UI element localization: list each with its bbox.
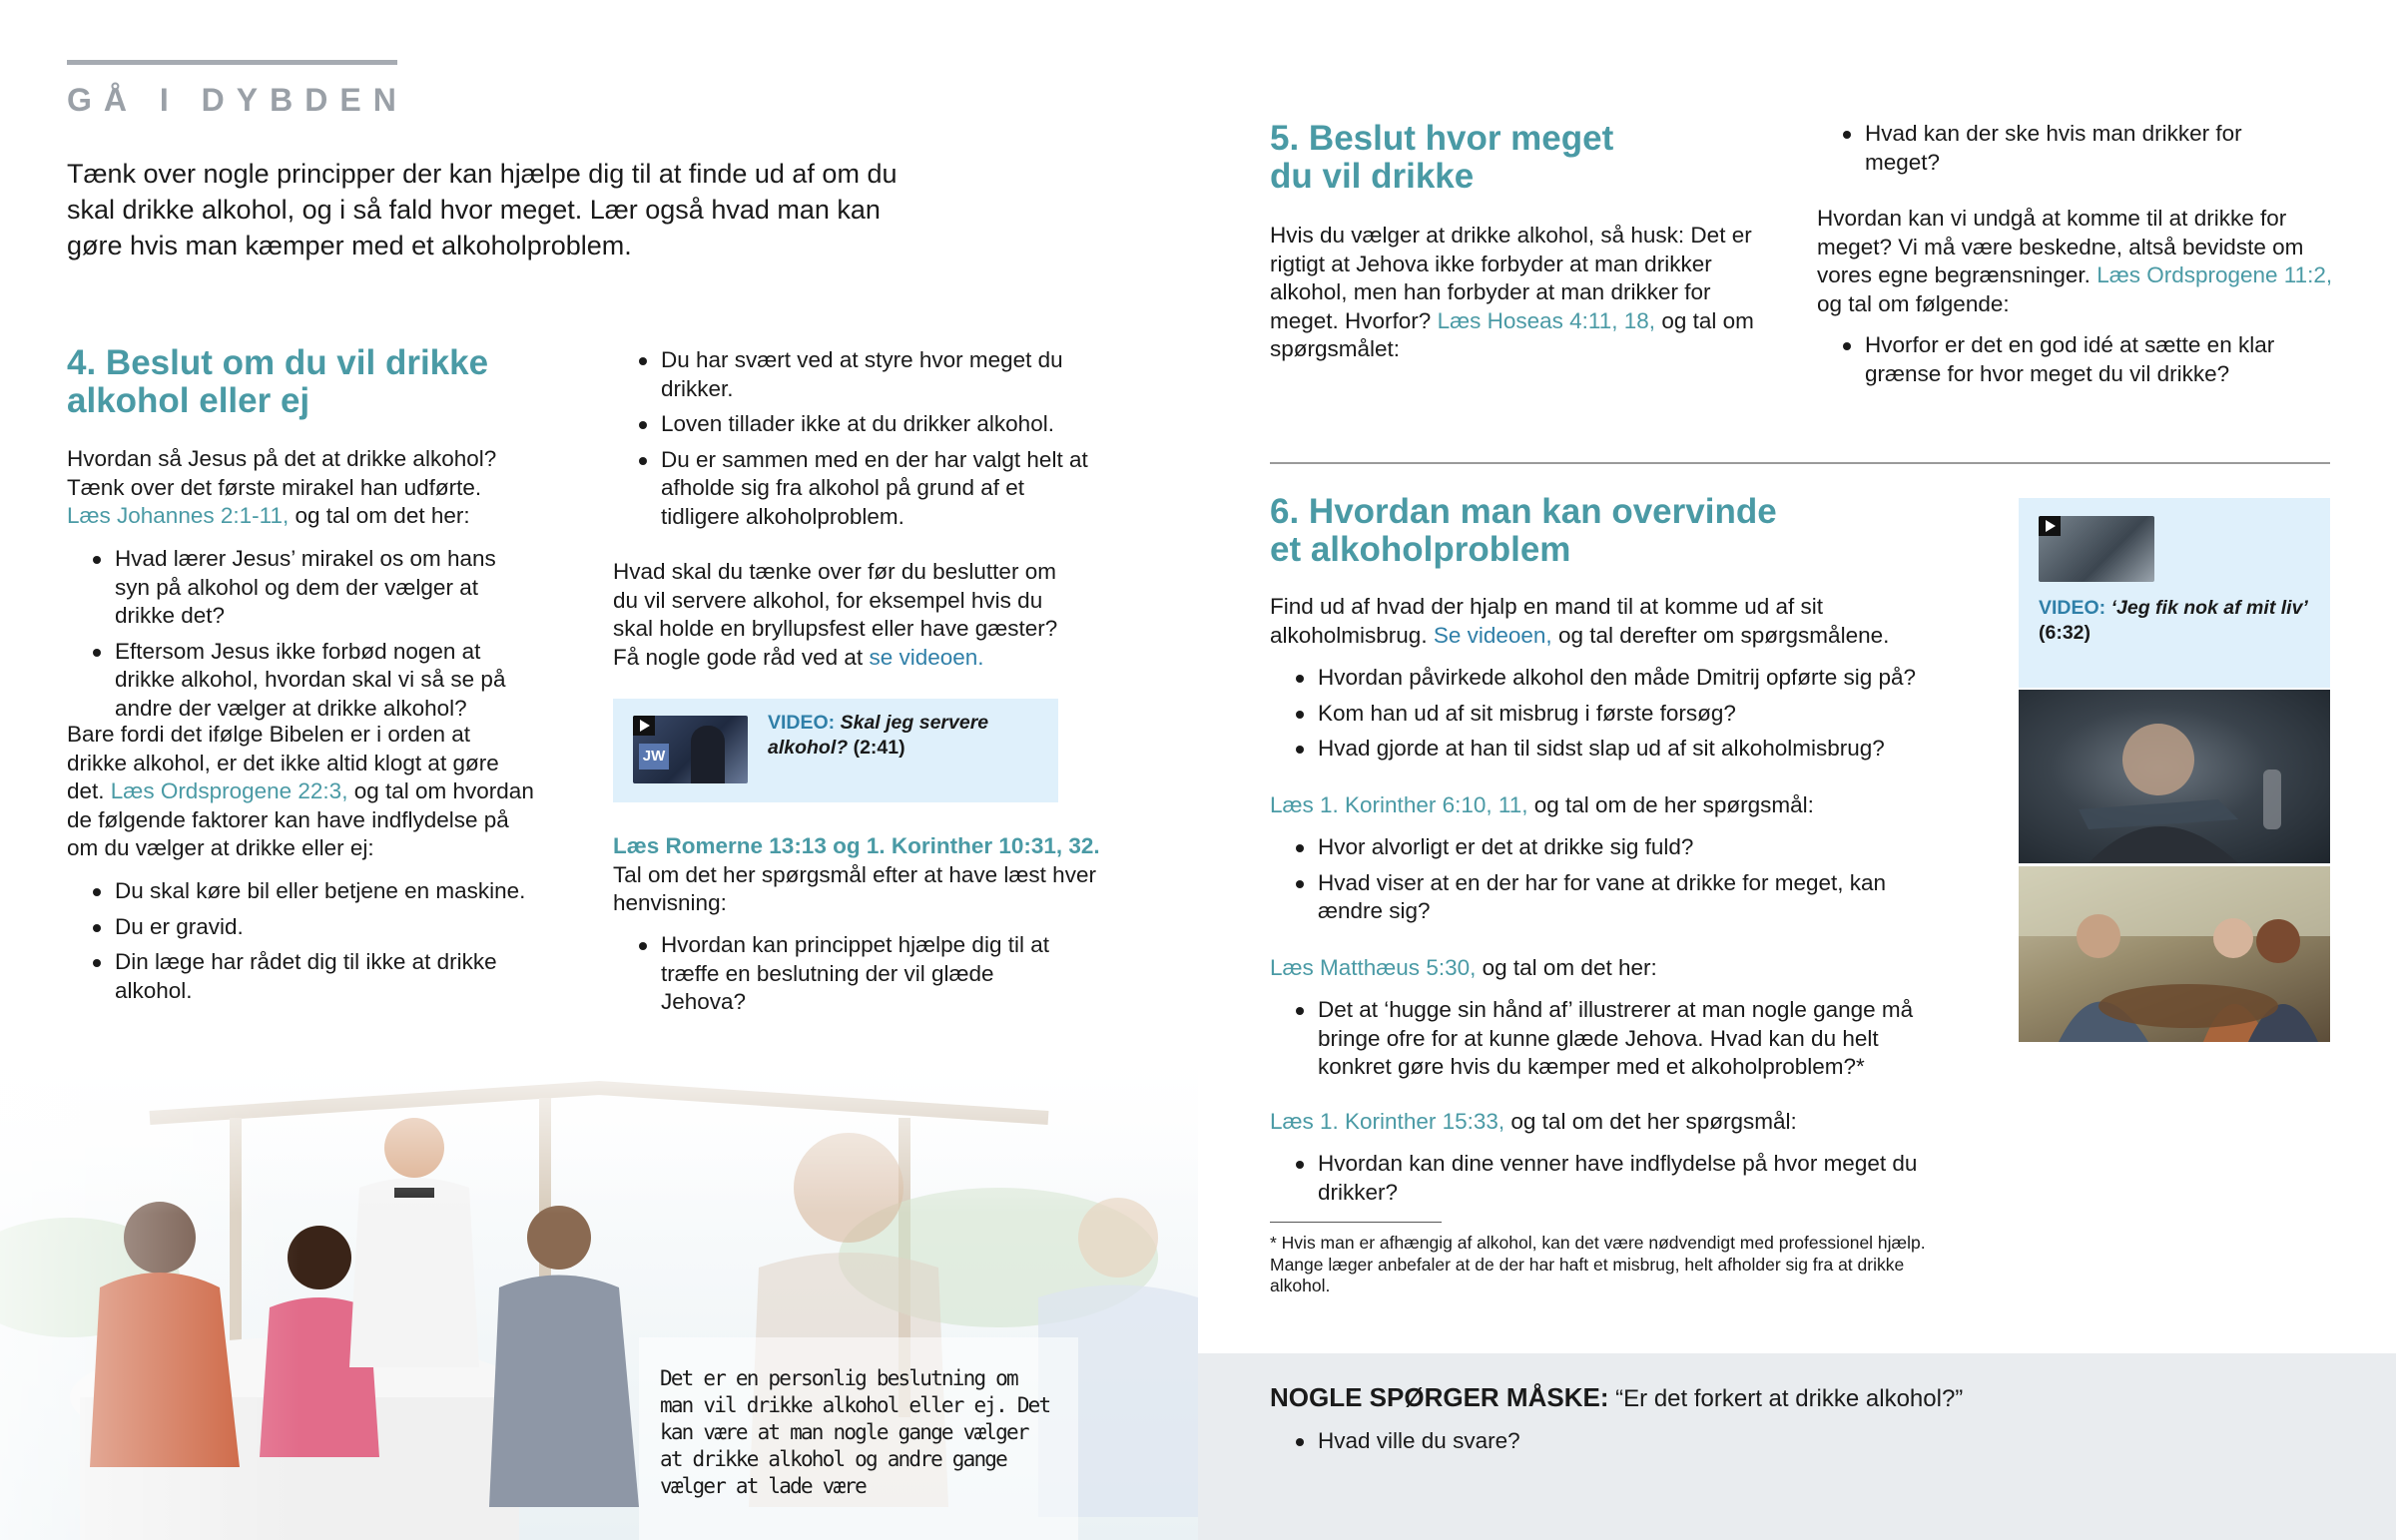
list-item: Du er sammen med en der har valgt helt at afholde sig fra alkohol på grund af et tidligere alkoholproblem. [613, 446, 1092, 532]
scripture-ref[interactable]: Læs Ordsprogene 11:2, [2096, 262, 2333, 287]
video-box-serve-alcohol[interactable] [613, 699, 1058, 802]
video-caption: VIDEO: ‘Jeg fik nok af mit liv’ (6:32) [2039, 597, 2308, 644]
section-5-title [1270, 120, 1689, 196]
list-item: Du har svært ved at styre hvor meget du drikker. [613, 346, 1092, 403]
list-item: Loven tillader ikke at du drikker alkohol. [613, 410, 1092, 439]
presenter-figure [691, 726, 725, 783]
section-6-list-2 [1270, 833, 1889, 933]
photo-man-alone [2019, 690, 2330, 863]
list-item: Hvad kan der ske hvis man drikker for meget? [1817, 120, 2276, 177]
section-4-para-3: Hvad skal du tænke over før du beslutter om du vil servere alkohol, for eksempel hvis du skal holde en bryllupsfest eller have gæster? Få nogle gode råd ved at se videoen. [613, 559, 1058, 670]
section-4-list-2 [67, 877, 546, 1012]
section-4-para-1: Hvordan så Jesus på det at drikke alkohol? Tænk over det første mirakel han udførte. Læs Johannes 2:1-11, og tal om det her: [67, 446, 497, 528]
section-4-list-3 [613, 346, 1092, 538]
photo-man-alone-art [2019, 690, 2330, 863]
section-6-title-line2: et alkoholproblem [1270, 530, 1571, 569]
section-6-title [1270, 493, 1829, 569]
list-item: Hvad viser at en der har for vane at drikke for meget, kan ændre sig? [1270, 869, 1889, 926]
section-4-title-line1: 4. Beslut om du vil drikke [67, 343, 489, 382]
section-5-title-line2: du vil drikke [1270, 157, 1475, 196]
section-5-title-line1: 5. Beslut hvor meget [1270, 119, 1614, 158]
section-6-list-1 [1270, 664, 1969, 770]
play-icon [2039, 516, 2061, 536]
kicker: GÅ I DYBDEN [67, 82, 408, 118]
scripture-ref[interactable]: Læs 1. Korinther 15:33, [1270, 1109, 1505, 1134]
video-box-enough[interactable] [2019, 498, 2330, 688]
footnote: * Hvis man er afhængig af alkohol, kan det være nødvendigt med professionel hjælp. Mange læger anbefaler at de der har haft et misbrug, helt afholder sig fra at drikke alkohol. [1270, 1233, 1926, 1295]
section-6-para-1: Find ud af hvad der hjalp en mand til at komme ud af sit alkoholmisbrug. Se videoen, og tal derefter om spørgsmålene. [1270, 594, 1890, 648]
list-item: Hvordan kan dine venner have indflydelse på hvor meget du drikker? [1270, 1150, 1929, 1207]
video-thumbnail[interactable] [2039, 516, 2154, 582]
video-thumbnail[interactable] [633, 716, 748, 783]
section-6-list-3 [1270, 996, 1929, 1089]
illustration-caption: Det er en personlig beslutning om man vil drikke alkohol eller ej. Det kan være at man nogle gange vælger at drikke alkohol og andre gange vælger at lade være [660, 1366, 1050, 1498]
list-item: Hvad ville du svare? [1270, 1427, 1869, 1456]
play-icon [633, 716, 655, 736]
section-6-title-line1: 6. Hvordan man kan overvinde [1270, 492, 1777, 531]
scripture-ref[interactable]: Læs Matthæus 5:30, [1270, 955, 1477, 980]
kicker-rule [67, 60, 397, 65]
section-4-list-1 [67, 545, 536, 730]
list-item: Hvor alvorligt er det at drikke sig fuld? [1270, 833, 1889, 862]
video-link[interactable]: Se videoen, [1433, 622, 1552, 648]
footer-quote: “Er det forkert at drikke alkohol?” [1615, 1385, 1964, 1412]
section-4-list-4 [613, 931, 1072, 1024]
list-item: Hvad gjorde at han til sidst slap ud af sit alkoholmisbrug? [1270, 735, 1969, 764]
section-divider [1270, 462, 2330, 464]
section-4-title [67, 344, 566, 420]
section-6-list-4 [1270, 1150, 1929, 1214]
list-item: Hvordan kan princippet hjælpe dig til at træffe en beslutning der vil glæde Jehova? [613, 931, 1072, 1017]
jw-logo-icon: JW [639, 744, 669, 770]
video-link[interactable]: se videoen. [869, 644, 984, 670]
section-6-ref-2: Læs 1. Korinther 6:10, 11, og tal om de her spørgsmål: [1270, 792, 1814, 817]
scripture-ref[interactable]: Læs Johannes 2:1-11, [67, 503, 290, 528]
scripture-ref[interactable]: Læs Hoseas 4:11, 18, [1437, 307, 1656, 333]
footer-lead: NOGLE SPØRGER MÅSKE: [1270, 1382, 1609, 1412]
scripture-ref[interactable]: Læs 1. Korinther 6:10, 11, [1270, 792, 1528, 817]
section-5-para-2: Hvordan kan vi undgå at komme til at drikke for meget? Vi må være beskedne, altså bevidste om vores egne begrænsninger. Læs Ordsprogene 11:2, og tal om følgende: [1817, 206, 2333, 316]
photo-family-study [2019, 866, 2330, 1042]
list-item: Du skal køre bil eller betjene en maskine. [67, 877, 546, 906]
photo-family-study-art [2019, 866, 2330, 1042]
section-6-ref-3: Læs Matthæus 5:30, og tal om det her: [1270, 955, 1657, 980]
section-4-para-2: Bare fordi det ifølge Bibelen er i orden at drikke alkohol, er det ikke altid klogt at gøre det. Læs Ordsprogene 22:3, og tal om hvordan de følgende faktorer kan have indflydelse på om du vælger at drikke eller ej: [67, 722, 534, 860]
section-4-title-line2: alkohol eller ej [67, 381, 310, 420]
list-item: Det at ‘hugge sin hånd af’ illustrerer at man nogle gange må bringe ofre for at kunne glæde Jehova. Hvad kan du helt konkret gøre hvis du kæmper med et alkoholproblem?* [1270, 996, 1929, 1082]
list-item: Du er gravid. [67, 913, 546, 942]
scripture-ref[interactable]: Læs Ordsprogene 22:3, [110, 778, 348, 803]
footer-list [1270, 1427, 1869, 1463]
list-item: Hvordan påvirkede alkohol den måde Dmitrij opførte sig på? [1270, 664, 1969, 693]
list-item: Hvad lærer Jesus’ mirakel os om hans syn på alkohol og dem der vælger at drikke det? [67, 545, 536, 631]
section-4-para-4: Læs Romerne 13:13 og 1. Korinther 10:31, 32. Tal om det her spørgsmål efter at have læst hver henvisning: [613, 833, 1100, 915]
footer-question [1270, 1381, 2268, 1415]
list-item: Hvorfor er det en god idé at sætte en klar grænse for hvor meget du vil drikke? [1817, 331, 2286, 388]
section-5-list-2 [1817, 331, 2286, 395]
section-6-ref-4: Læs 1. Korinther 15:33, og tal om det her spørgsmål: [1270, 1109, 1797, 1134]
video-caption: VIDEO: Skal jeg servere alkohol? (2:41) [768, 712, 989, 759]
footnote-rule [1270, 1222, 1442, 1223]
intro-text: Tænk over nogle principper der kan hjælpe dig til at finde ud af om du skal drikke alkohol, og i så fald hvor meget. Lær også hvad man kan gøre hvis man kæmper med et alkoholproblem. [67, 159, 898, 260]
list-item: Eftersom Jesus ikke forbød nogen at drikke alkohol, hvordan skal vi så se på andre der vælger at drikke alkohol? [67, 638, 536, 724]
scripture-ref[interactable]: Læs Romerne 13:13 og 1. Korinther 10:31, 32. [613, 833, 1100, 858]
section-5-list-1 [1817, 120, 2276, 184]
list-item: Kom han ud af sit misbrug i første forsøg? [1270, 700, 1969, 729]
list-item: Din læge har rådet dig til ikke at drikke alkohol. [67, 948, 546, 1005]
section-5-para-1: Hvis du vælger at drikke alkohol, så husk: Det er rigtigt at Jehova ikke forbyder at man drikker alkohol, men han forbyder at man drikker for meget. Hvorfor? Læs Hoseas 4:11, 18, og tal om spørgsmålet: [1270, 223, 1754, 361]
